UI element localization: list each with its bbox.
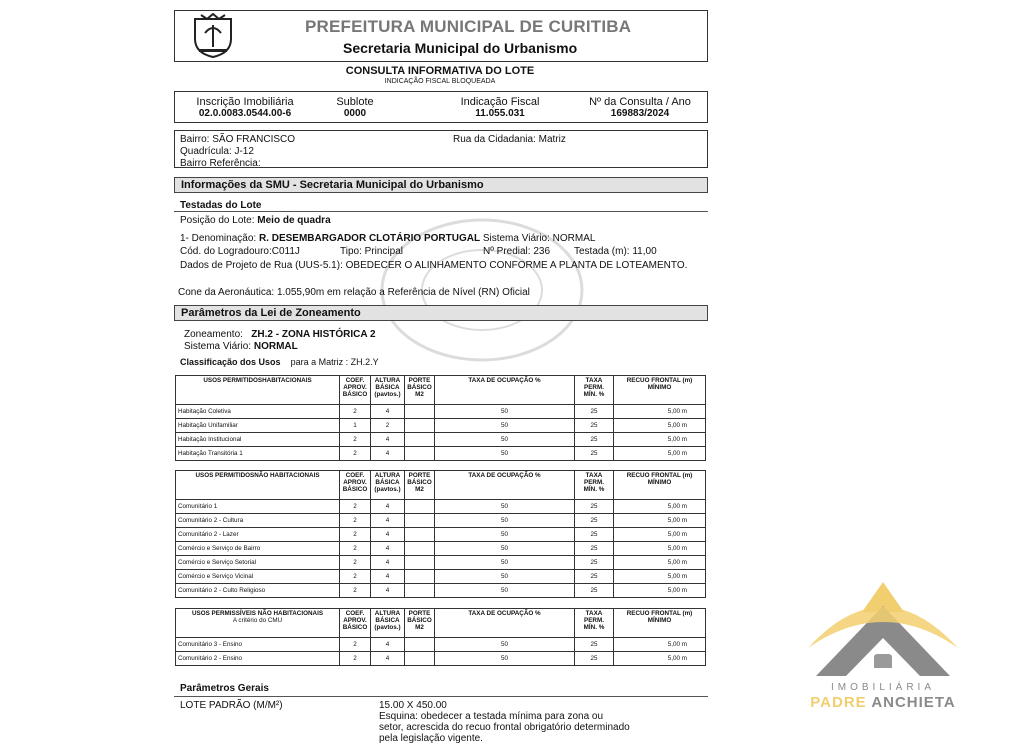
table-row — [176, 570, 706, 584]
cell-altura: 4 — [371, 652, 405, 666]
zoneamento-label: Zoneamento: — [184, 329, 243, 340]
cell-uso: Comunitário 2 - Ensino — [176, 652, 340, 666]
cell-coef: 2 — [340, 652, 371, 666]
posicao-lote — [180, 215, 331, 226]
cell-perm: 25 — [575, 638, 614, 652]
usos-table-3 — [175, 608, 706, 666]
consulta-note: INDICAÇÃO FISCAL BLOQUEADA — [384, 78, 496, 85]
sistema-viario: Sistema Viário: NORMAL — [482, 233, 596, 244]
cell-taxa: 50 — [435, 500, 575, 514]
cell-altura: 4 — [371, 584, 405, 598]
cell-taxa: 50 — [435, 542, 575, 556]
cell-taxa: 50 — [435, 570, 575, 584]
denominacao-line — [180, 233, 595, 244]
posicao-label: Posição do Lote: — [180, 215, 255, 226]
sublote-label: Sublote — [336, 96, 374, 108]
sistema-viario-value: NORMAL — [253, 341, 298, 352]
cell-perm: 25 — [575, 405, 614, 419]
cell-altura: 4 — [371, 405, 405, 419]
zoneamento-value: ZH.2 - ZONA HISTÓRICA 2 — [251, 329, 376, 340]
cell-uso: Comunitário 2 - Lazer — [176, 528, 340, 542]
col-coef: COEF. APROV. BÁSICO — [340, 609, 371, 638]
cell-recuo: 5,00 m — [614, 447, 706, 461]
cell-recuo: 5,00 m — [614, 514, 706, 528]
projeto-rua: Dados de Projeto de Rua (UUS-5.1): OBEDECER O ALINHAMENTO CONFORME A PLANTA DE LOTEAMENTO. — [180, 260, 688, 271]
cell-coef: 2 — [340, 500, 371, 514]
classificacao-line — [180, 357, 379, 367]
cell-uso: Habitação Transitória 1 — [176, 447, 340, 461]
sistema-viario-line — [184, 341, 298, 352]
col-altura: ALTURA BÁSICA (pavtos.) — [371, 471, 405, 500]
cell-perm: 25 — [575, 584, 614, 598]
table-row — [176, 638, 706, 652]
house-logo-icon — [800, 576, 966, 686]
cell-porte — [405, 405, 435, 419]
table-row — [176, 514, 706, 528]
cell-porte — [405, 570, 435, 584]
cell-coef: 2 — [340, 542, 371, 556]
cell-porte — [405, 447, 435, 461]
lote-padrao-value: 15.00 X 450.00 — [379, 700, 447, 711]
cell-altura: 4 — [371, 500, 405, 514]
cell-perm: 25 — [575, 447, 614, 461]
esquina-line-3: pela legislação vigente. — [379, 733, 483, 744]
table-row — [176, 447, 706, 461]
cell-porte — [405, 514, 435, 528]
cell-altura: 4 — [371, 570, 405, 584]
table-row — [176, 556, 706, 570]
esquina-line-1: Esquina: obedecer a testada mínima para zona ou — [379, 711, 604, 722]
cell-altura: 4 — [371, 528, 405, 542]
cell-recuo: 5,00 m — [614, 528, 706, 542]
cell-taxa: 50 — [435, 528, 575, 542]
cell-coef: 1 — [340, 419, 371, 433]
logo-word-anchieta: ANCHIETA — [871, 694, 956, 711]
cell-perm: 25 — [575, 528, 614, 542]
document-page — [172, 0, 708, 751]
col-altura: ALTURA BÁSICA (pavtos.) — [371, 609, 405, 638]
col-porte: PORTE BÁSICO M2 — [405, 471, 435, 500]
header-title: PREFEITURA MUNICIPAL DE CURITIBA — [305, 17, 632, 36]
cell-coef: 2 — [340, 447, 371, 461]
cell-uso: Habitação Unifamiliar — [176, 419, 340, 433]
sistema-viario-label: Sistema Viário: — [184, 341, 252, 352]
table-header-label: USOS PERMISSÍVEIS NÃO HABITACIONAIS — [191, 610, 324, 617]
sublote-cell — [325, 97, 385, 119]
col-recuo: RECUO FRONTAL (m) MÍNIMO — [614, 609, 706, 638]
cell-coef: 2 — [340, 433, 371, 447]
rua-cidadania: Rua da Cidadania: Matriz — [453, 134, 566, 145]
table-header-usos: USOS PERMITIDOSHABITACIONAIS — [176, 376, 340, 405]
col-perm: TAXA PERM. MÍN. % — [575, 376, 614, 405]
classificacao-label: Classificação dos Usos — [180, 357, 281, 367]
cell-recuo: 5,00 m — [614, 500, 706, 514]
table-header-usos: USOS PERMITIDOSNÃO HABITACIONAIS — [176, 471, 340, 500]
gerais-heading: Parâmetros Gerais — [180, 683, 269, 694]
testadas-heading: Testadas do Lote — [180, 200, 262, 211]
cell-uso: Habitação Coletiva — [176, 405, 340, 419]
cell-uso: Comércio e Serviço Setorial — [176, 556, 340, 570]
cell-coef: 2 — [340, 556, 371, 570]
cell-altura: 4 — [371, 447, 405, 461]
zoneamento-section-title: Parâmetros da Lei de Zoneamento — [174, 305, 708, 321]
cell-altura: 4 — [371, 556, 405, 570]
cell-recuo: 5,00 m — [614, 405, 706, 419]
cell-perm: 25 — [575, 570, 614, 584]
col-recuo: RECUO FRONTAL (m) MÍNIMO — [614, 376, 706, 405]
posicao-value: Meio de quadra — [257, 215, 331, 226]
consulta-title: CONSULTA INFORMATIVA DO LOTE — [345, 65, 535, 77]
coat-of-arms-icon — [189, 13, 237, 59]
cell-coef: 2 — [340, 570, 371, 584]
smu-section-title: Informações da SMU - Secretaria Municipal do Urbanismo — [174, 177, 708, 193]
divider — [174, 696, 708, 697]
cell-porte — [405, 584, 435, 598]
cell-recuo: 5,00 m — [614, 570, 706, 584]
cell-perm: 25 — [575, 419, 614, 433]
indicacao-cell — [445, 97, 555, 119]
inscricao-cell — [185, 97, 305, 119]
cell-taxa: 50 — [435, 652, 575, 666]
indicacao-value: 11.055.031 — [475, 108, 525, 119]
cell-coef: 2 — [340, 638, 371, 652]
col-porte: PORTE BÁSICO M2 — [405, 609, 435, 638]
cell-uso: Comunitário 3 - Ensino — [176, 638, 340, 652]
cell-taxa: 50 — [435, 447, 575, 461]
cell-taxa: 50 — [435, 638, 575, 652]
cell-porte — [405, 638, 435, 652]
table-row — [176, 500, 706, 514]
logo-line-2 — [800, 694, 966, 711]
imobiliaria-logo — [800, 576, 966, 716]
cell-porte — [405, 556, 435, 570]
cell-porte — [405, 433, 435, 447]
address-box — [174, 130, 708, 168]
consulta-value: 169883/2024 — [610, 108, 670, 119]
cell-uso: Comunitário 1 — [176, 500, 340, 514]
cell-perm: 25 — [575, 556, 614, 570]
table-header-sub: A critério do CMU — [232, 617, 283, 624]
col-taxa: TAXA DE OCUPAÇÃO % — [435, 609, 575, 638]
cell-taxa: 50 — [435, 419, 575, 433]
denominacao-label: 1- Denominação: — [180, 233, 257, 244]
col-recuo: RECUO FRONTAL (m) MÍNIMO — [614, 471, 706, 500]
document-header — [174, 10, 708, 62]
col-altura: ALTURA BÁSICA (pavtos.) — [371, 376, 405, 405]
cell-recuo: 5,00 m — [614, 652, 706, 666]
logo-line-1: IMOBILIÁRIA — [830, 682, 935, 693]
logo-word-padre: PADRE — [810, 694, 867, 711]
cell-altura: 4 — [371, 542, 405, 556]
cell-recuo: 5,00 m — [614, 556, 706, 570]
cell-taxa: 50 — [435, 433, 575, 447]
cell-uso: Comunitário 2 - Cultura — [176, 514, 340, 528]
cell-altura: 4 — [371, 638, 405, 652]
consulta-cell — [575, 97, 705, 119]
identification-box — [174, 91, 708, 123]
cod-logradouro: Cód. do Logradouro:C011J — [180, 246, 300, 257]
consulta-label: Nº da Consulta / Ano — [589, 96, 691, 108]
cell-altura: 4 — [371, 433, 405, 447]
cell-recuo: 5,00 m — [614, 638, 706, 652]
cell-coef: 2 — [340, 528, 371, 542]
cell-coef: 2 — [340, 405, 371, 419]
cone-aeronautica: Cone da Aeronáutica: 1.055,90m em relação a Referência de Nível (RN) Oficial — [178, 287, 530, 298]
cell-porte — [405, 528, 435, 542]
cell-uso: Comércio e Serviço de Bairro — [176, 542, 340, 556]
quadricula: Quadrícula: J-12 — [180, 146, 254, 157]
col-taxa: TAXA DE OCUPAÇÃO % — [435, 471, 575, 500]
cell-taxa: 50 — [435, 584, 575, 598]
table-row — [176, 405, 706, 419]
cell-recuo: 5,00 m — [614, 542, 706, 556]
bairro-referencia: Bairro Referência: — [180, 158, 261, 169]
col-coef: COEF. APROV. BÁSICO — [340, 471, 371, 500]
divider — [174, 211, 708, 212]
n-predial: Nº Predial: 236 — [483, 246, 551, 257]
table-row — [176, 584, 706, 598]
indicacao-label: Indicação Fiscal — [460, 96, 540, 108]
cell-porte — [405, 419, 435, 433]
denominacao-value: R. DESEMBARGADOR CLOTÁRIO PORTUGAL — [258, 233, 481, 244]
table-row — [176, 652, 706, 666]
sublote-value: 0000 — [343, 108, 367, 119]
cell-perm: 25 — [575, 433, 614, 447]
cell-coef: 2 — [340, 514, 371, 528]
usos-table-2 — [175, 470, 706, 598]
header-subtitle: Secretaria Municipal do Urbanismo — [343, 40, 578, 56]
cell-porte — [405, 542, 435, 556]
cell-altura: 2 — [371, 419, 405, 433]
lote-padrao-label: LOTE PADRÃO (M/M²) — [180, 700, 283, 711]
table-row — [176, 542, 706, 556]
inscricao-label: Inscrição Imobiliária — [196, 96, 294, 108]
table-row — [176, 528, 706, 542]
esquina-line-2: setor, acrescida do recuo frontal obrigatório determinado — [379, 722, 630, 733]
table-header-usos — [176, 609, 340, 638]
cell-uso: Comércio e Serviço Vicinal — [176, 570, 340, 584]
classificacao-matriz: para a Matriz : ZH.2.Y — [290, 357, 379, 367]
zoneamento-line — [184, 329, 376, 340]
cell-uso: Habitação Institucional — [176, 433, 340, 447]
usos-table-1 — [175, 375, 706, 461]
col-porte: PORTE BÁSICO M2 — [405, 376, 435, 405]
inscricao-value: 02.0.0083.0544.00-6 — [198, 108, 292, 119]
cell-recuo: 5,00 m — [614, 419, 706, 433]
cell-recuo: 5,00 m — [614, 584, 706, 598]
col-coef: COEF. APROV. BÁSICO — [340, 376, 371, 405]
col-perm: TAXA PERM. MÍN. % — [575, 471, 614, 500]
tipo: Tipo: Principal — [340, 246, 403, 257]
bairro: Bairro: SÃO FRANCISCO — [180, 134, 296, 145]
cell-coef: 2 — [340, 584, 371, 598]
table-row — [176, 433, 706, 447]
cell-uso: Comunitário 2 - Culto Religioso — [176, 584, 340, 598]
cell-taxa: 50 — [435, 556, 575, 570]
col-taxa: TAXA DE OCUPAÇÃO % — [435, 376, 575, 405]
table-row — [176, 419, 706, 433]
cell-porte — [405, 500, 435, 514]
cell-taxa: 50 — [435, 514, 575, 528]
cell-perm: 25 — [575, 542, 614, 556]
cell-altura: 4 — [371, 514, 405, 528]
cell-perm: 25 — [575, 652, 614, 666]
cell-recuo: 5,00 m — [614, 433, 706, 447]
cell-porte — [405, 652, 435, 666]
col-perm: TAXA PERM. MÍN. % — [575, 609, 614, 638]
testada: Testada (m): 11,00 — [574, 246, 657, 257]
cell-taxa: 50 — [435, 405, 575, 419]
cell-perm: 25 — [575, 500, 614, 514]
cell-perm: 25 — [575, 514, 614, 528]
